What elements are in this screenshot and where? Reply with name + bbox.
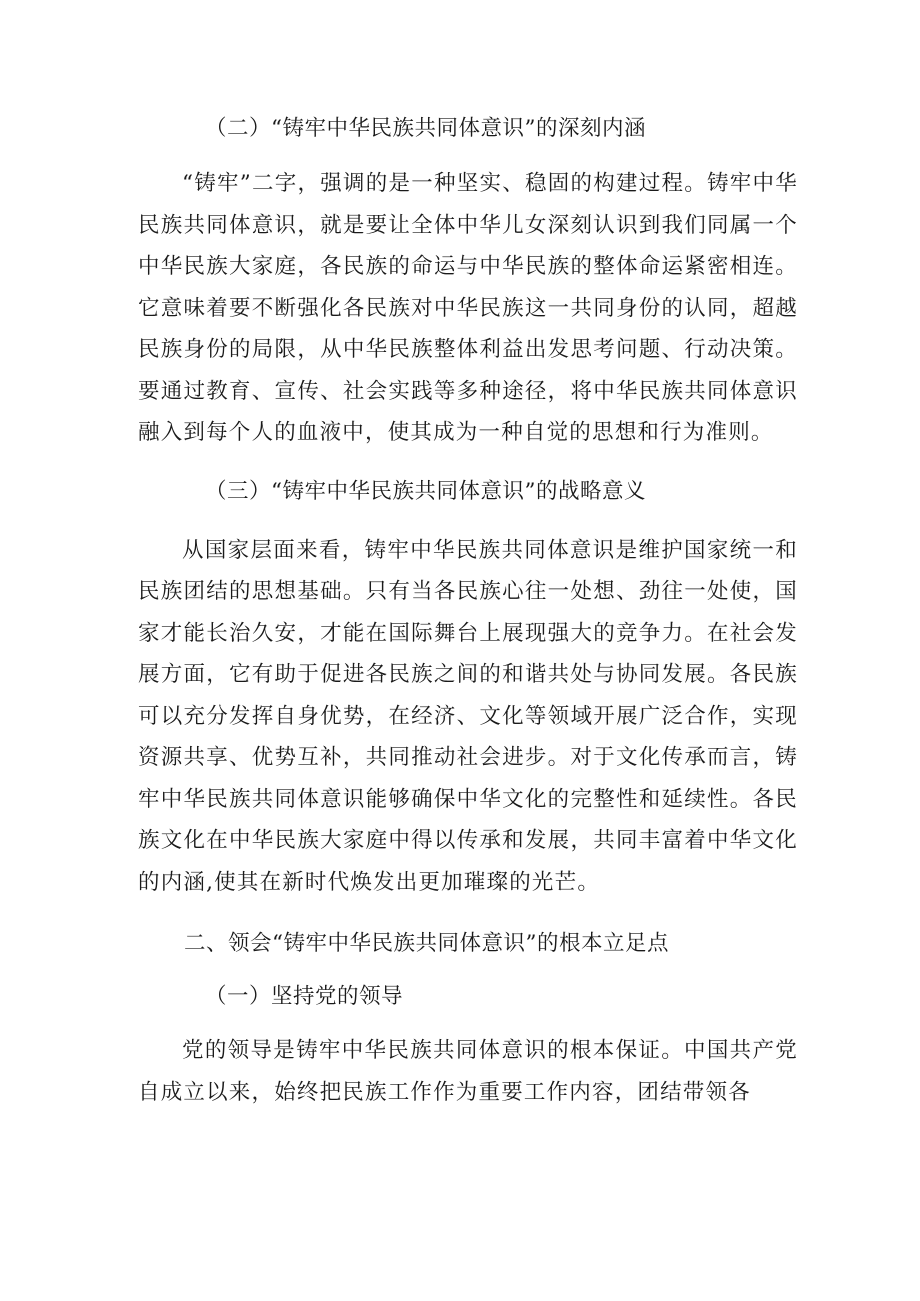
part-heading-2: 二、领会“铸牢中华民族共同体意识”的根本立足点: [184, 931, 669, 956]
section-heading-2: （二）“铸牢中华民族共同体意识”的深刻内涵: [205, 116, 646, 141]
paragraph-party-leadership: 党的领导是铸牢中华民族共同体意识的根本保证。中国共产党自成立以来，始终把民族工作作为重要工作内容，团结带领各: [138, 1038, 798, 1105]
paragraph-strategic-significance: 从国家层面来看，铸牢中华民族共同体意识是维护国家统一和民族团结的思想基础。只有当各民族心往一处想、劲往一处使，国家才能长治久安，才能在国际舞台上展现强大的竞争力。在社会发展方面，它有助于促进各民族之间的和谐共处与协同发展。各民族可以充分发挥自身优势，在经济、文化等领域开展广泛合作，实现资源共享、优势互补，共同推动社会进步。对于文化传承而言，铸牢中华民族共同体意识能够确保中华文化的完整性和延续性。各民族文化在中华民族大家庭中得以传承和发展，共同丰富着中华文化的内涵,使其在新时代焕发出更加璀璨的光芒。: [138, 537, 798, 895]
document-body: [138, 109, 798, 1113]
paragraph-connotation: “铸牢”二字，强调的是一种坚实、稳固的构建过程。铸牢中华民族共同体意识，就是要让全体中华儿女深刻认识到我们同属一个中华民族大家庭，各民族的命运与中华民族的整体命运紧密相连。它意味着要不断强化各民族对中华民族这一共同身份的认同，超越民族身份的局限，从中华民族整体利益出发思考问题、行动决策。要通过教育、宣传、社会实践等多种途径，将中华民族共同体意识融入到每个人的血液中，使其成为一种自觉的思想和行为准则。: [138, 171, 798, 445]
section-heading-3: （三）“铸牢中华民族共同体意识”的战略意义: [205, 478, 646, 504]
section-heading-2-1: （一）坚持党的领导: [205, 984, 404, 1009]
